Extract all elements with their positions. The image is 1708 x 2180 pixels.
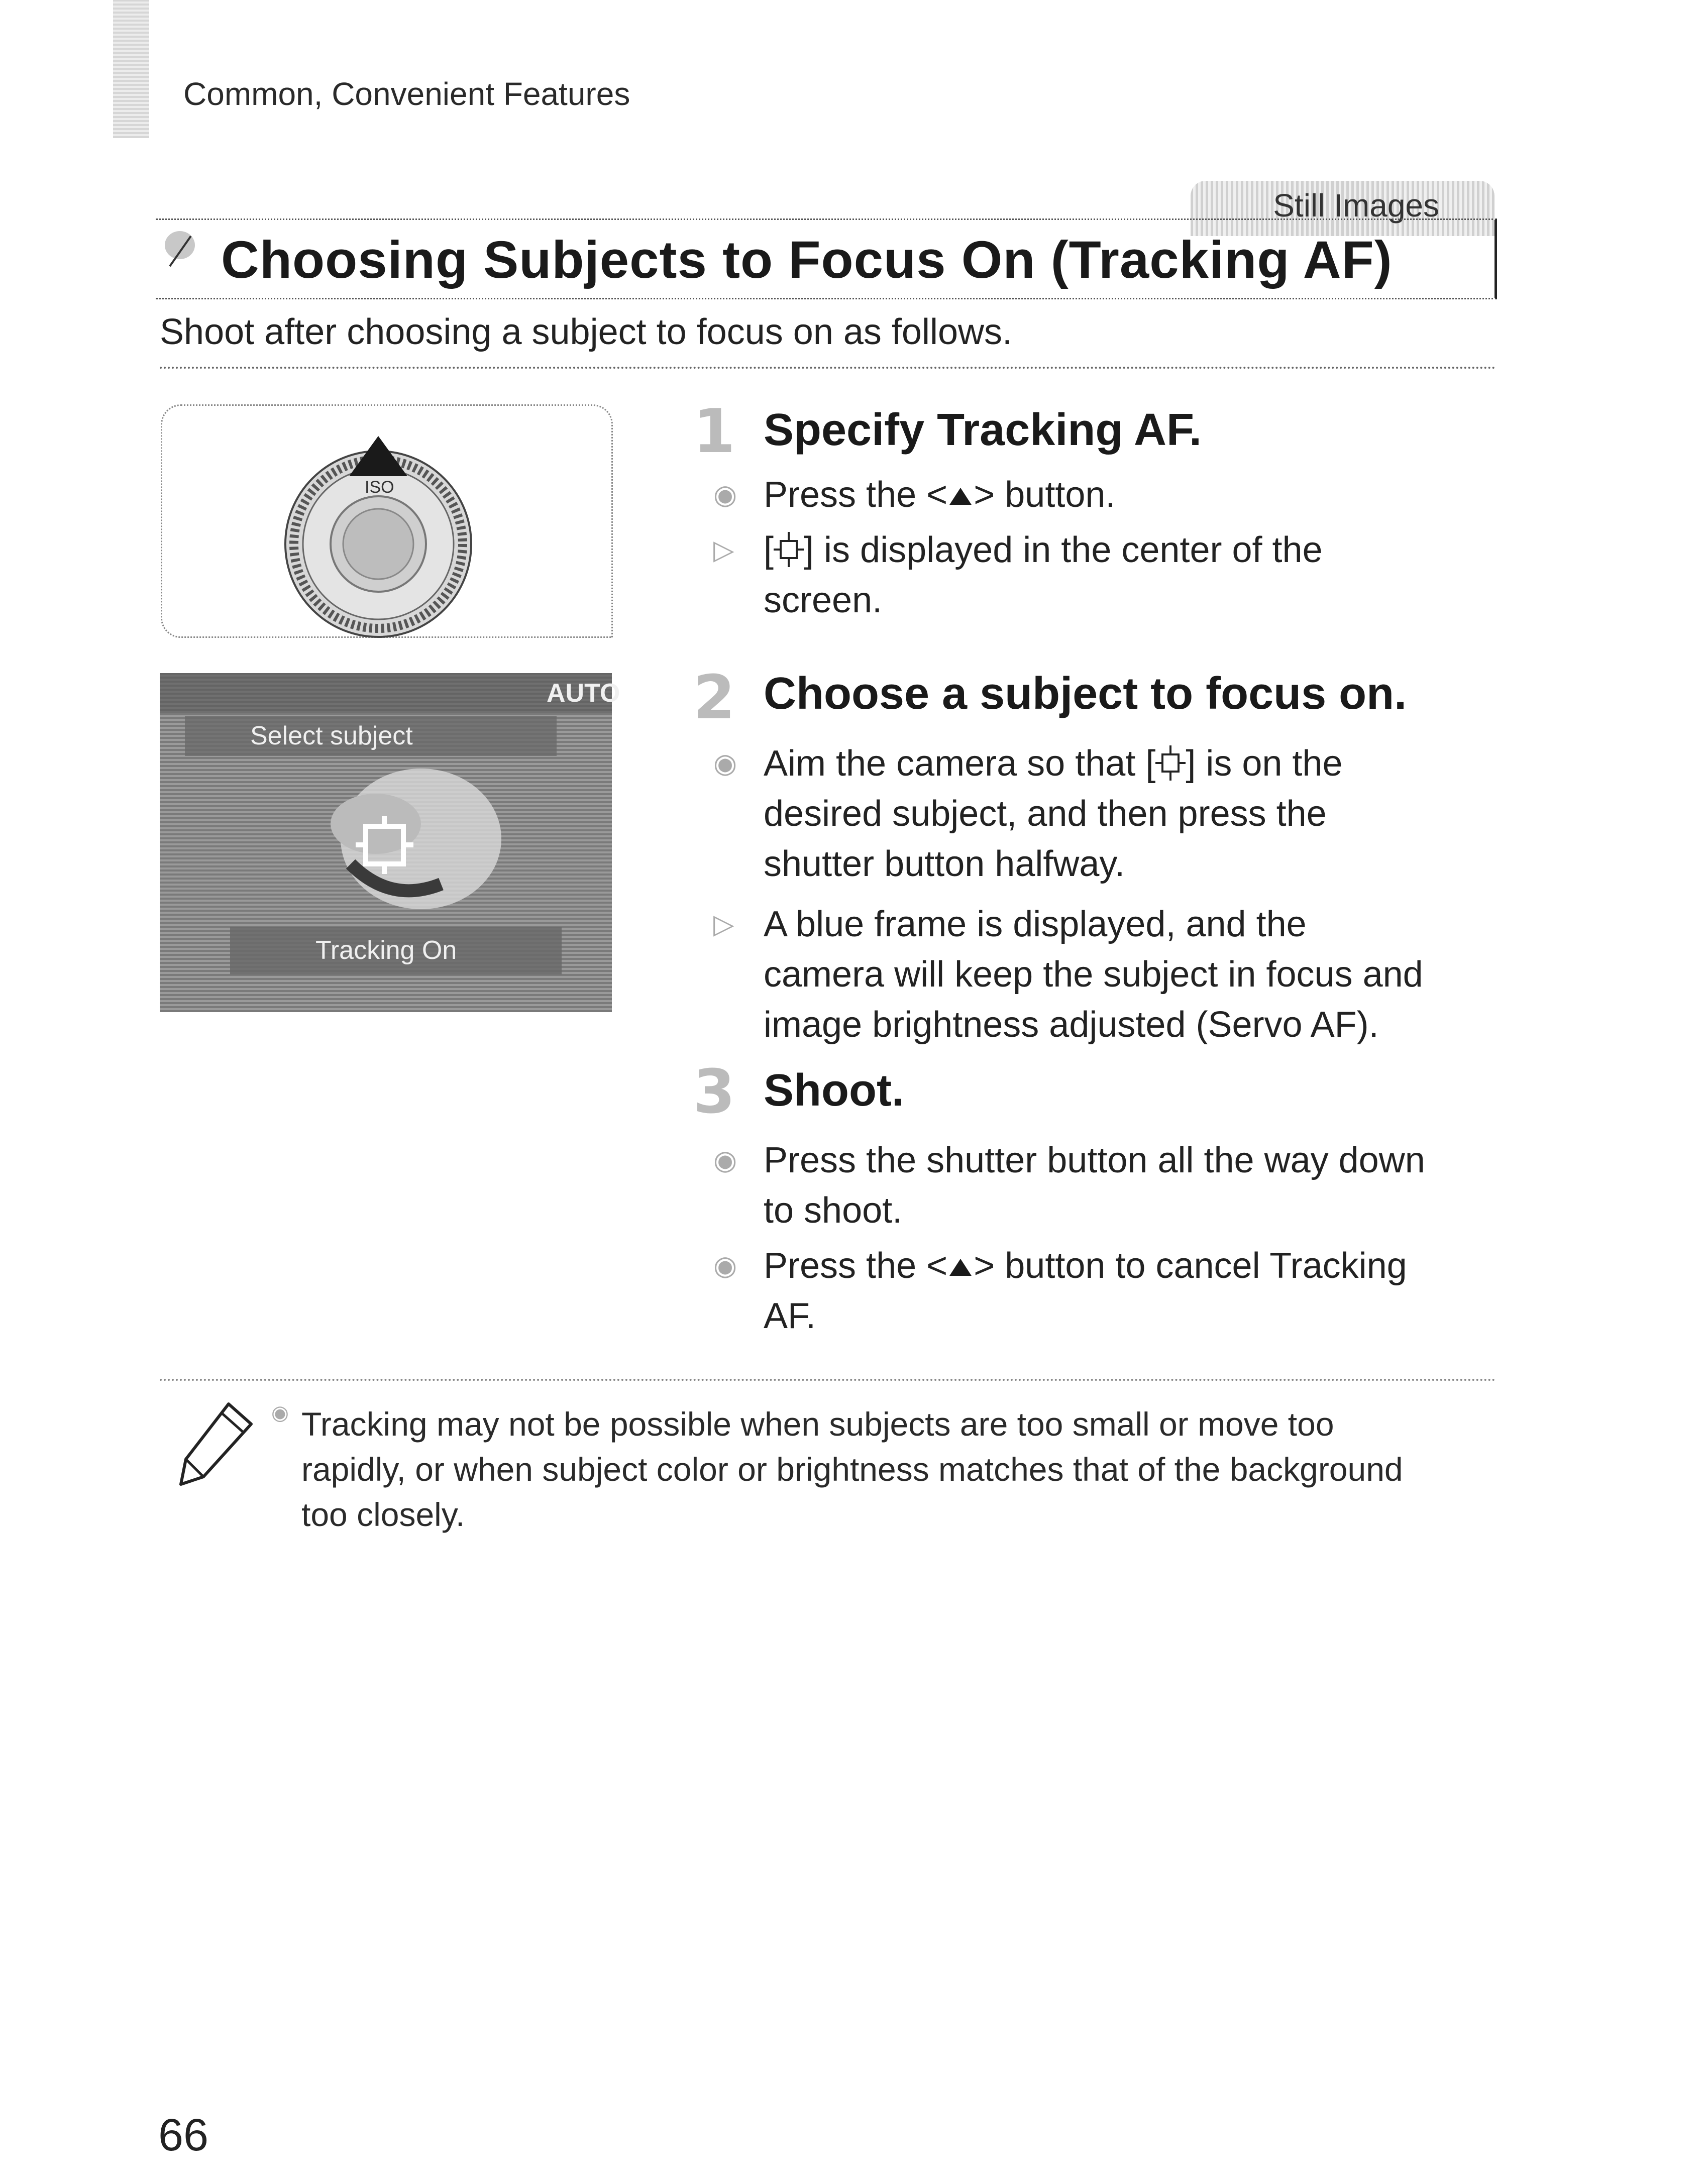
bullet-text: desired subject, and then press the [764,794,1327,834]
step-1-number: 1 [693,397,735,467]
pencil-note-icon [173,1396,259,1492]
step-3-bullet-2 [713,1241,1407,1341]
result-arrow-icon: ▷ [713,535,734,565]
note-line: Tracking may not be possible when subjects are too small or move too [301,1405,1334,1443]
page-side-tab [113,0,149,138]
bullet-icon: ◉ [713,1251,737,1281]
bullet-icon: ◉ [713,748,737,779]
bullet-text: screen. [764,580,883,620]
running-head: Common, Convenient Features [183,76,630,112]
step-1-bullet-1 [713,470,1115,520]
control-dial-icon [162,406,614,639]
control-dial-figure [161,404,613,638]
step-3-number: 3 [693,1057,735,1127]
intro-divider [160,367,1496,369]
bullet-text: AF. [764,1296,816,1336]
dial-iso-label: ISO [365,478,394,497]
bullet-text: ] is displayed in the center of the [804,530,1323,570]
note-text [301,1401,1477,1537]
lcd-mode-indicator: AUTO [547,679,620,708]
section-title: Choosing Subjects to Focus On (Tracking AF) [221,231,1393,289]
badge-label: Still Images [1273,187,1439,224]
bullet-text: shutter button halfway. [764,844,1125,884]
step-1-bullet-2 [713,525,1323,625]
up-button-icon [949,488,972,505]
step-2-number: 2 [693,663,735,733]
lcd-select-subject-label: Select subject [250,721,413,750]
bullet-text: [ [764,530,774,570]
bullet-text: Press the < [764,475,948,515]
bullet-text: to shoot. [764,1190,903,1231]
bullet-text: > button to cancel Tracking [974,1246,1407,1286]
note-line: rapidly, or when subject color or brightness matches that of the background [301,1451,1403,1488]
bullet-icon: ◉ [713,480,737,510]
note-divider [160,1379,1496,1381]
section-intro: Shoot after choosing a subject to focus on as follows. [160,312,1012,352]
af-frame-icon [774,530,804,569]
step-1-heading: Specify Tracking AF. [764,405,1202,455]
step-2-heading: Choose a subject to focus on. [764,669,1407,719]
af-frame-icon [1155,743,1186,783]
section-marker-icon [160,226,202,269]
step-2-bullet-1 [713,738,1343,889]
bullet-text: Press the shutter button all the way down [764,1140,1425,1180]
step-2-bullet-2 [713,899,1423,1050]
bullet-text: image brightness adjusted (Servo AF). [764,1005,1379,1045]
lcd-tracking-label: Tracking On [315,936,457,965]
bullet-text: camera will keep the subject in focus and [764,954,1423,995]
bullet-text: ] is on the [1186,743,1343,784]
bullet-text: > button. [974,475,1116,515]
up-button-icon [949,1259,972,1276]
page-number: 66 [158,2110,209,2160]
bullet-text: A blue frame is displayed, and the [764,904,1307,944]
lcd-screen-figure [160,673,620,1012]
result-arrow-icon: ▷ [713,909,734,939]
bullet-text: Aim the camera so that [ [764,743,1156,784]
bullet-text: Press the < [764,1246,948,1286]
note-bullet-icon: ◉ [271,1402,289,1424]
bullet-icon: ◉ [713,1145,737,1175]
note-line: too closely. [301,1496,465,1533]
step-3-bullet-1 [713,1135,1425,1236]
step-3-heading: Shoot. [764,1065,904,1116]
